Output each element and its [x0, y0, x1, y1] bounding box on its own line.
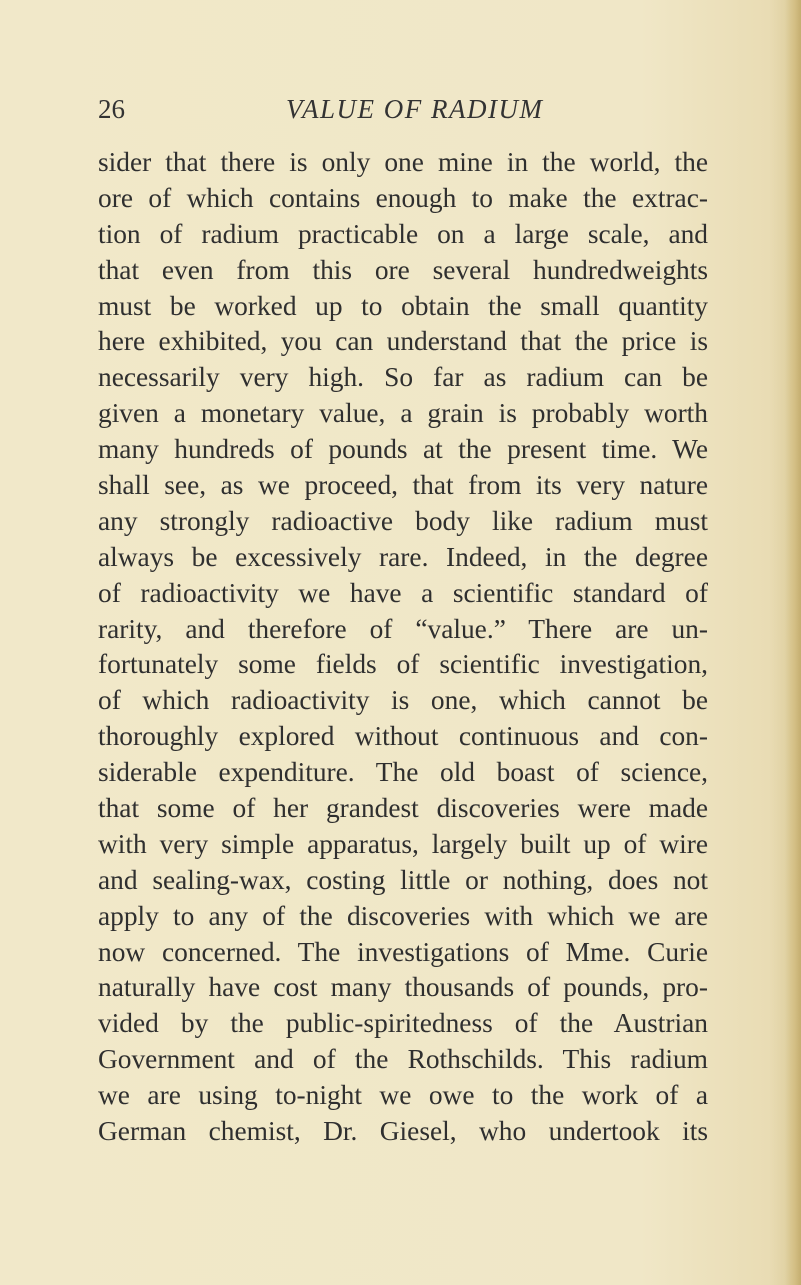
text-line: and sealing-wax, costing little or nothing, does not — [98, 864, 708, 895]
text-line: vided by the public-spiritedness of the Austrian — [98, 1008, 708, 1039]
text-line: shall see, as we proceed, that from its very nature — [98, 470, 708, 501]
body-text — [98, 145, 708, 1150]
text-line: many hundreds of pounds at the present time. We — [98, 434, 708, 465]
text-line: must be worked up to obtain the small quantity — [98, 290, 708, 321]
text-line: of which radioactivity is one, which cannot be — [98, 685, 708, 716]
text-line: sider that there is only one mine in the world, the — [98, 147, 708, 177]
text-line: siderable expenditure. The old boast of science, — [98, 757, 708, 788]
text-line: rarity, and therefore of “value.” There are un- — [98, 613, 708, 644]
text-line: tion of radium practicable on a large scale, and — [98, 218, 708, 249]
text-line: thoroughly explored without continuous and con- — [98, 721, 708, 752]
text-line: necessarily very high. So far as radium can be — [98, 362, 708, 393]
text-line: here exhibited, you can understand that the price is — [98, 326, 708, 357]
text-line: always be excessively rare. Indeed, in the degree — [98, 541, 708, 572]
text-line: that some of her grandest discoveries were made — [98, 793, 708, 824]
text-line: Government and of the Rothschilds. This radium — [98, 1044, 708, 1075]
text-line: with very simple apparatus, largely built up of wire — [98, 828, 708, 859]
text-line: given a monetary value, a grain is probably worth — [98, 398, 708, 429]
text-line: fortunately some fields of scientific investigation, — [98, 649, 708, 680]
text-line: that even from this ore several hundredweights — [98, 254, 708, 285]
running-head — [98, 92, 698, 132]
text-line: now concerned. The investigations of Mme. Curie — [98, 936, 708, 967]
text-line: German chemist, Dr. Giesel, who undertook its — [98, 1116, 708, 1147]
running-title: VALUE OF RADIUM — [286, 94, 544, 124]
page-number: 26 — [98, 94, 125, 124]
text-line: naturally have cost many thousands of pounds, pro- — [98, 972, 708, 1003]
text-line: of radioactivity we have a scientific standard of — [98, 577, 708, 608]
text-line: apply to any of the discoveries with which we are — [98, 900, 708, 931]
text-line: any strongly radioactive body like radium must — [98, 505, 708, 536]
text-line: we are using to-night we owe to the work of a — [98, 1080, 708, 1111]
text-line: ore of which contains enough to make the extrac- — [98, 182, 708, 213]
page-edge-shadow — [785, 0, 801, 1285]
